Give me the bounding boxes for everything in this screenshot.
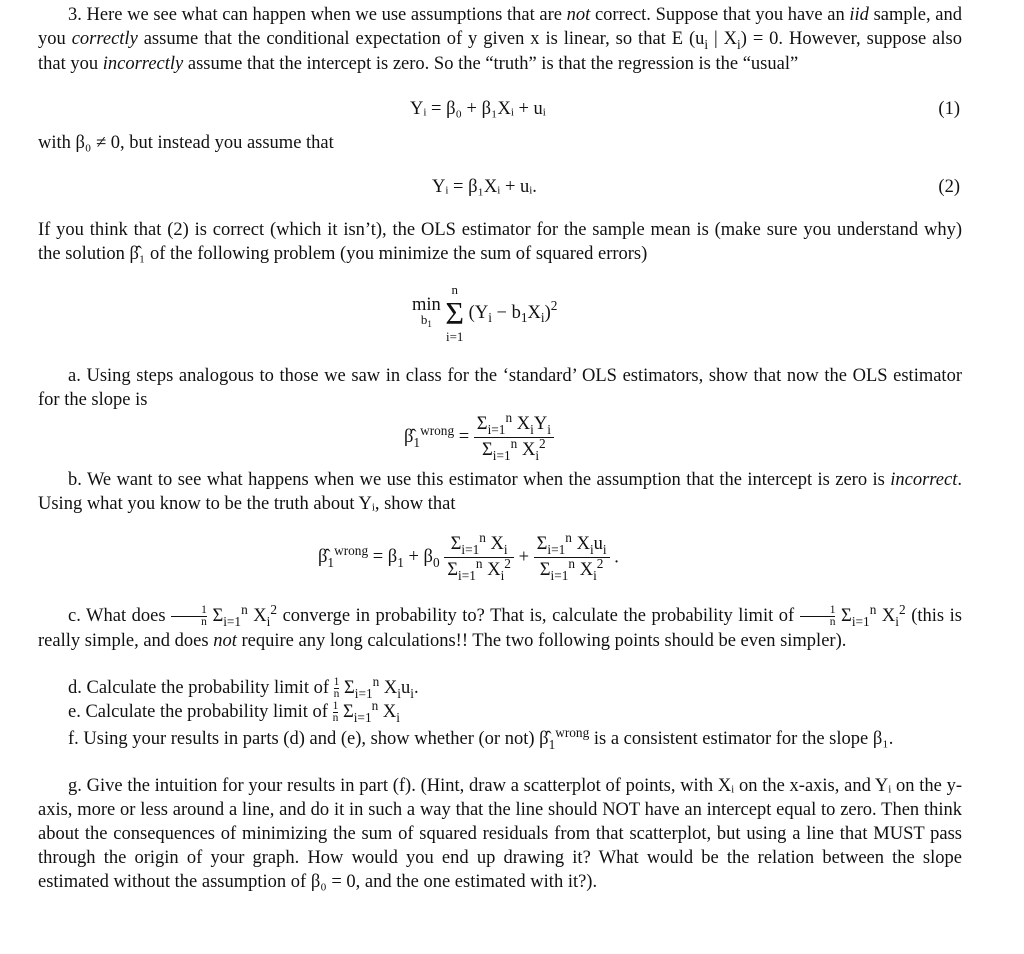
equation-1: Yᵢ = β₀ + β₁Xᵢ + uᵢ bbox=[410, 99, 546, 119]
beta-wrong-formula: $\betâ_1^{wrong}$ = $\frac{\Sigma_{i=1}^n X_iY_i}{\Sigma_{i=1}^n X_i^2}$ bbox=[404, 412, 554, 463]
equation-2: Yᵢ = β₁Xᵢ + uᵢ. bbox=[432, 177, 537, 197]
part-c-text: c. What does $\frac{1}{n}$ $\Sigma_{i=1}^n$ $X_i^2$ converge in probability to? That is, calculate the probability limit of $\frac{1}{n}$ $\Sigma_{i=1}^n$ $X_i^2$ (this is really simple, and does not require any long calculations!! The two following points should be even simpler). bbox=[38, 601, 962, 651]
part-b-text: b. We want to see what happens when we use this estimator when the assumption that the intercept is zero is incorrect. Using what you know to be the truth about Yᵢ, show that bbox=[38, 470, 962, 514]
equation-1-number: (1) bbox=[938, 99, 960, 119]
beta-wrong-decomposition: $\betâ_1^{wrong} = \beta_1 + \beta_0$ $\frac{\Sigma_{i=1}^n X_i}{\Sigma_{i=1}^n X_i^2}$ + $\frac{\Sigma_{i=1}^n X_iu_i}{\Sigma_{i=1}^n X_i^2}$ . bbox=[318, 529, 619, 583]
part-f-text: f. Using your results in parts (d) and (e), show whether (or not) $\betâ_1^{wrong}$ is a consistent estimator for the slope β₁. bbox=[68, 724, 894, 752]
with-beta-text: with β₀ ≠ 0, but instead you assume that bbox=[38, 133, 334, 153]
part-d-text: d. Calculate the probability limit of $\frac{1}{n}$ $\Sigma_{i=1}^n$ $X_iu_i$. bbox=[68, 673, 419, 701]
part-a-text: a. Using steps analogous to those we saw in class for the ‘standard’ OLS estimators, show that now the OLS estimator for the slope is bbox=[38, 366, 962, 410]
equation-2-number: (2) bbox=[938, 177, 960, 197]
part-e-text: e. Calculate the probability limit of $\frac{1}{n}$ $\Sigma_{i=1}^n$ $X_i$ bbox=[68, 697, 400, 725]
part-g-text: g. Give the intuition for your results in part (f). (Hint, draw a scatterplot of points, with Xᵢ on the x-axis, and Yᵢ on the y-axis, more or less around a line, and do it in such a way that the line should NOT have an intercept equal to zero. Then think about the consequences of minimizing the sum of squared residuals from that scatterplot, but using a line that MUST pass through the origin of your graph. How would you end up drawing it? What would be the relation between the slope estimated without the assumption of β₀ = 0, and the one estimated with it?). bbox=[38, 776, 962, 892]
intro-paragraph: 3. Here we see what can happen when we use assumptions that are not correct. Suppose that you have an iid sample, and you correctly assume that the conditional expectation of y given x is linear, so that E ($u_i$ | $X_i) = 0$. However, suppose also that you incorrectly assume that the intercept is zero. So the “truth” is that the regression is the “usual” bbox=[38, 5, 962, 74]
ols-explanation-paragraph: If you think that (2) is correct (which it isn’t), the OLS estimator for the sample mean is (make sure you understand why) the solution β̂₁ of the following problem (you minimize the sum of squared errors) bbox=[38, 220, 962, 264]
minimization-equation: min $b_1$ n Σ i=1 $(Y_i - b_1X_i)^2$ bbox=[412, 282, 558, 344]
